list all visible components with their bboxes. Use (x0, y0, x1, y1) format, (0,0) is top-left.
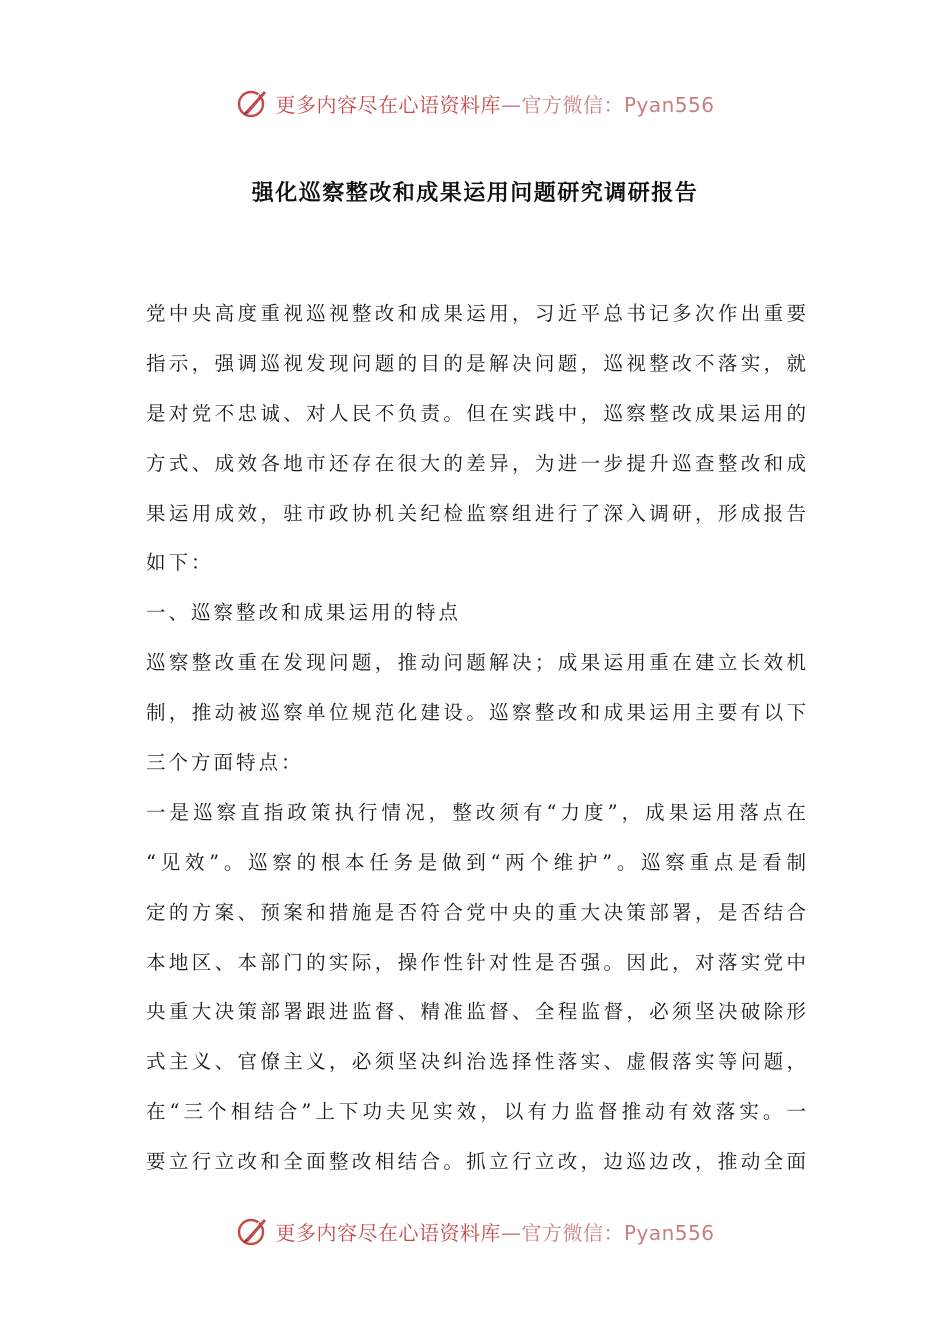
body-line: 要立行立改和全面整改相结合。抓立行立改，边巡边改，推动全面 (146, 1150, 806, 1174)
quill-logo-icon (235, 1213, 271, 1249)
header-watermark (0, 80, 950, 126)
body-line: 本地区、本部门的实际，操作性针对性是否强。因此，对落实党中 (146, 950, 806, 974)
body-line: 方式、成效各地市还存在很大的差异，为进一步提升巡查整改和成 (146, 451, 806, 475)
quill-logo-icon (235, 85, 271, 121)
body-line: 一、巡察整改和成果运用的特点 (146, 601, 462, 625)
body-line: 是对党不忠诚、对人民不负责。但在实践中，巡察整改成果运用的 (146, 401, 806, 425)
body-line: 巡察整改重在发现问题，推动问题解决；成果运用重在建立长效机 (146, 651, 806, 675)
body-line: 式主义、官僚主义，必须坚决纠治选择性落实、虚假落实等问题， (146, 1050, 806, 1074)
watermark-brand: 更多内容尽在心语资料库 (275, 1220, 501, 1245)
body-line: 央重大决策部署跟进监督、精准监督、全程监督，必须坚决破除形 (146, 1000, 806, 1024)
footer-watermark (0, 1208, 950, 1254)
body-line: 党中央高度重视巡视整改和成果运用，习近平总书记多次作出重要 (146, 302, 806, 325)
body-line: 一是巡察直指政策执行情况，整改须有“力度”，成果运用落点在 (146, 800, 806, 824)
body-line: 三个方面特点： (146, 751, 304, 775)
document-title: 强化巡察整改和成果运用问题研究调研报告 (251, 181, 699, 206)
body-line: 制，推动被巡察单位规范化建设。巡察整改和成果运用主要有以下 (146, 701, 806, 725)
document-body (146, 289, 806, 1187)
body-line: 指示，强调巡视发现问题的目的是解决问题，巡视整改不落实，就 (146, 351, 806, 375)
watermark-contact: —官方微信：Pyan556 (500, 92, 715, 117)
body-line: 在“三个相结合”上下功夫见实效，以有力监督推动有效落实。一 (146, 1100, 806, 1124)
body-line: 如下： (146, 551, 214, 575)
body-line: “见效”。巡察的根本任务是做到“两个维护”。巡察重点是看制 (146, 850, 806, 874)
watermark-contact: —官方微信：Pyan556 (500, 1220, 715, 1245)
body-line: 定的方案、预案和措施是否符合党中央的重大决策部署，是否结合 (146, 900, 806, 924)
watermark-brand: 更多内容尽在心语资料库 (275, 92, 501, 117)
body-line: 果运用成效，驻市政协机关纪检监察组进行了深入调研，形成报告 (146, 501, 806, 525)
